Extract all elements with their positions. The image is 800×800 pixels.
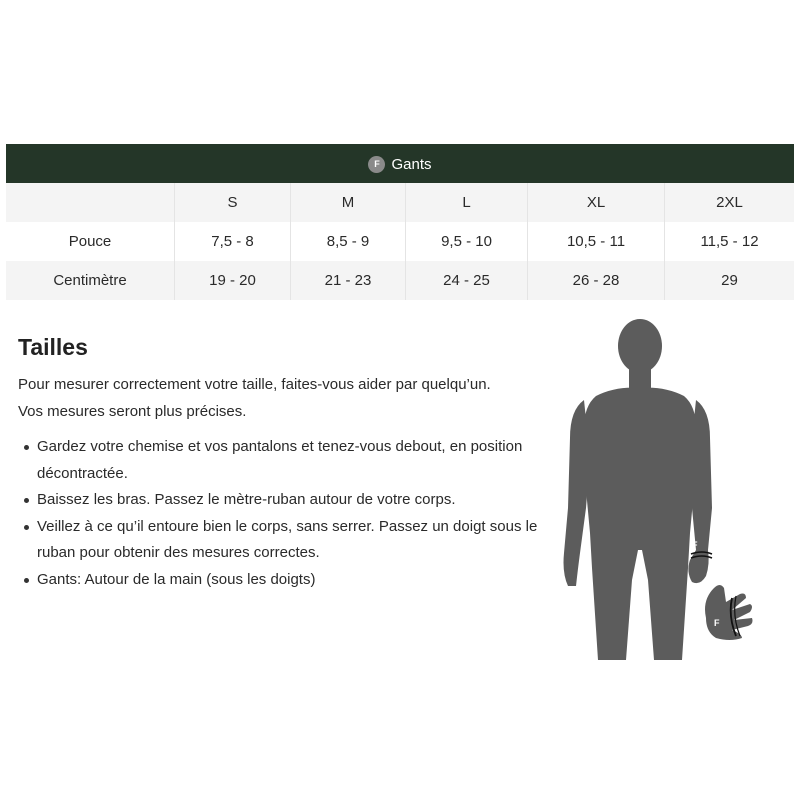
f-badge-icon: F [368, 156, 385, 173]
list-item: Baissez les bras. Passez le mètre-ruban autour de votre corps. [18, 487, 538, 514]
size-header: XL [528, 183, 665, 222]
table-cell: 26 - 28 [528, 261, 665, 300]
row-label: Centimètre [6, 261, 175, 300]
table-row [6, 222, 794, 261]
table-cell: 24 - 25 [406, 261, 528, 300]
size-header: L [406, 183, 528, 222]
table-title: Gants [391, 155, 432, 173]
intro-line-1: Pour mesurer correctement votre taille, faites-vous aider par quelqu’un. [18, 376, 491, 393]
table-row [6, 261, 794, 300]
table-cell: 10,5 - 11 [528, 222, 665, 261]
list-item: Gants: Autour de la main (sous les doigts) [18, 567, 538, 594]
row-label: Pouce [6, 222, 175, 261]
instruction-list [18, 434, 538, 593]
table-cell: 9,5 - 10 [406, 222, 528, 261]
wrist-marker: F [692, 540, 698, 550]
size-header: 2XL [665, 183, 795, 222]
table-cell: 21 - 23 [291, 261, 406, 300]
corner-cell [6, 183, 175, 222]
hand-marker: F [714, 618, 720, 628]
size-header: S [175, 183, 291, 222]
body-silhouette-icon [556, 318, 776, 663]
table-cell: 7,5 - 8 [175, 222, 291, 261]
intro-text [18, 372, 538, 425]
table-cell: 8,5 - 9 [291, 222, 406, 261]
size-header: M [291, 183, 406, 222]
table-cell: 11,5 - 12 [665, 222, 795, 261]
section-title: Tailles [18, 334, 88, 360]
table-cell: 19 - 20 [175, 261, 291, 300]
list-item: Veillez à ce qu’il entoure bien le corps, sans serrer. Passez un doigt sous le ruban pour obtenir des mesures correctes. [18, 514, 538, 567]
size-table [6, 144, 794, 300]
intro-line-2: Vos mesures seront plus précises. [18, 402, 247, 420]
size-header-row [6, 183, 794, 222]
table-cell: 29 [665, 261, 795, 300]
list-item: Gardez votre chemise et vos pantalons et tenez-vous debout, en position décontractée. [18, 434, 538, 487]
table-header [6, 144, 794, 183]
